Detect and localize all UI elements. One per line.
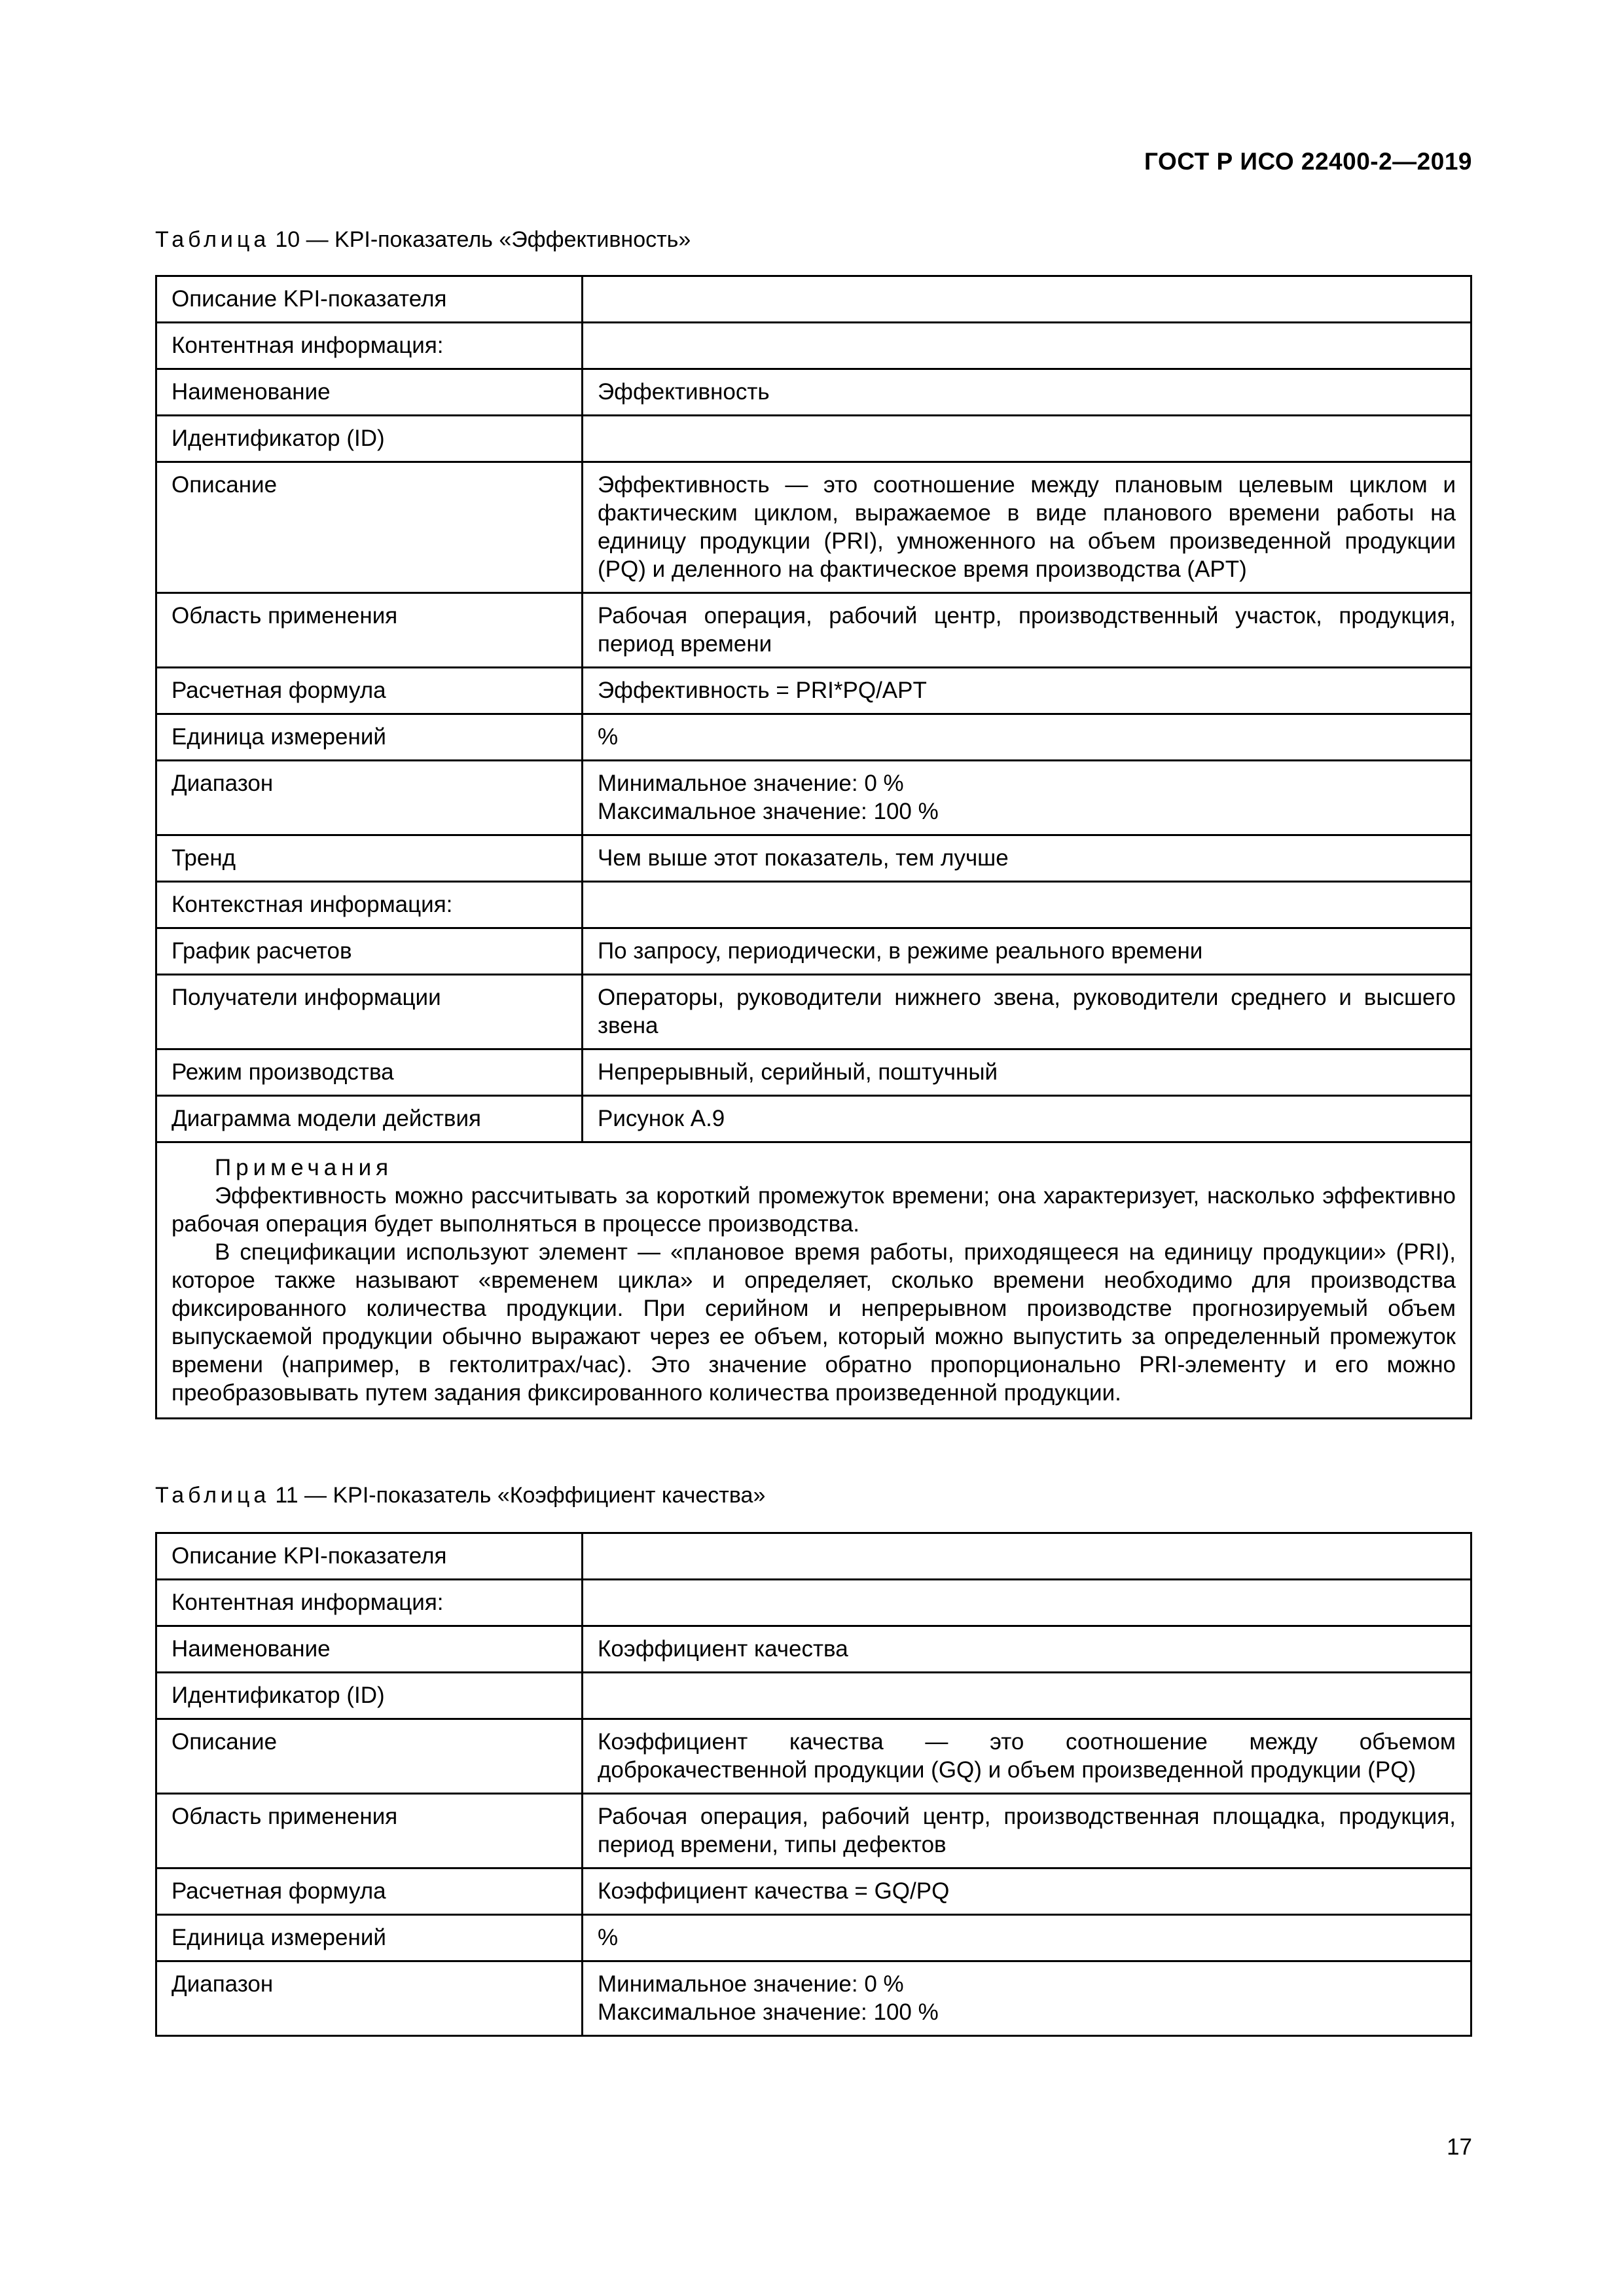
row-label: Контентная информация: bbox=[156, 1580, 583, 1626]
table-row bbox=[156, 1915, 1471, 1961]
row-value: Операторы, руководители нижнего звена, руководители среднего и высшего звена bbox=[583, 975, 1471, 1049]
row-value: Эффективность — это соотношение между плановым целевым циклом и фактическим циклом, выражаемое в виде планового времени работы на единицу продукции (PRI), умноженного на объем произведенной продукции (PQ) и деленного на фактическое время производства (APT) bbox=[583, 462, 1471, 593]
table-row bbox=[156, 1580, 1471, 1626]
row-label: Тренд bbox=[156, 835, 583, 882]
row-value: Эффективность = PRI*PQ/APT bbox=[583, 668, 1471, 714]
row-label: Расчетная формула bbox=[156, 668, 583, 714]
table-row bbox=[156, 1961, 1471, 2036]
table-10-caption-text: 10 — KPI-показатель «Эффективность» bbox=[275, 227, 691, 252]
table-row bbox=[156, 761, 1471, 835]
table-row bbox=[156, 1719, 1471, 1794]
row-label: Диапазон bbox=[156, 761, 583, 835]
row-label: Область применения bbox=[156, 1794, 583, 1868]
row-value bbox=[583, 1580, 1471, 1626]
row-label: Идентификатор (ID) bbox=[156, 416, 583, 462]
row-value: Рисунок А.9 bbox=[583, 1096, 1471, 1142]
row-label: Получатели информации bbox=[156, 975, 583, 1049]
row-label: Единица измерений bbox=[156, 714, 583, 761]
row-value: Коэффициент качества = GQ/PQ bbox=[583, 1868, 1471, 1915]
row-value bbox=[583, 1673, 1471, 1719]
row-label: Область применения bbox=[156, 593, 583, 668]
table-row bbox=[156, 416, 1471, 462]
row-label: Описание bbox=[156, 1719, 583, 1794]
row-value bbox=[583, 1533, 1471, 1580]
row-label: Контентная информация: bbox=[156, 323, 583, 369]
table-10-caption bbox=[155, 227, 691, 253]
row-label: Режим производства bbox=[156, 1049, 583, 1096]
range-min: Минимальное значение: 0 % bbox=[598, 1971, 904, 1997]
row-value bbox=[583, 882, 1471, 928]
notes-title: Примечания bbox=[215, 1155, 393, 1180]
table-11-caption bbox=[155, 1482, 765, 1508]
row-label: Наименование bbox=[156, 1626, 583, 1673]
table-row bbox=[156, 1626, 1471, 1673]
range-min: Минимальное значение: 0 % bbox=[598, 771, 904, 796]
table-row bbox=[156, 882, 1471, 928]
table-row bbox=[156, 462, 1471, 593]
row-label: Описание KPI-показателя bbox=[156, 1533, 583, 1580]
table-row bbox=[156, 1673, 1471, 1719]
row-value: Чем выше этот показатель, тем лучше bbox=[583, 835, 1471, 882]
row-label: Идентификатор (ID) bbox=[156, 1673, 583, 1719]
row-label: Описание KPI-показателя bbox=[156, 276, 583, 323]
page-number: 17 bbox=[1447, 2134, 1472, 2160]
notes-row bbox=[156, 1142, 1471, 1419]
table-11-caption-prefix: Таблица bbox=[155, 1483, 270, 1508]
document-code: ГОСТ Р ИСО 22400-2—2019 bbox=[1144, 148, 1472, 175]
range-max: Максимальное значение: 100 % bbox=[598, 1999, 939, 2025]
row-label: График расчетов bbox=[156, 928, 583, 975]
table-row bbox=[156, 276, 1471, 323]
row-value: Рабочая операция, рабочий центр, производственный участок, продукция, период времени bbox=[583, 593, 1471, 668]
table-row bbox=[156, 1096, 1471, 1142]
table-row bbox=[156, 369, 1471, 416]
table-row bbox=[156, 975, 1471, 1049]
row-value: % bbox=[583, 714, 1471, 761]
table-11 bbox=[155, 1532, 1472, 2037]
row-value: Коэффициент качества bbox=[583, 1626, 1471, 1673]
table-row bbox=[156, 1794, 1471, 1868]
row-value: По запросу, периодически, в режиме реального времени bbox=[583, 928, 1471, 975]
row-label: Единица измерений bbox=[156, 1915, 583, 1961]
row-label: Контекстная информация: bbox=[156, 882, 583, 928]
table-row bbox=[156, 835, 1471, 882]
table-row bbox=[156, 668, 1471, 714]
row-value: Рабочая операция, рабочий центр, производственная площадка, продукция, период времени, типы дефектов bbox=[583, 1794, 1471, 1868]
table-row bbox=[156, 593, 1471, 668]
row-label: Диапазон bbox=[156, 1961, 583, 2036]
table-row bbox=[156, 714, 1471, 761]
row-value bbox=[583, 276, 1471, 323]
row-label: Наименование bbox=[156, 369, 583, 416]
note-paragraph: В спецификации используют элемент — «плановое время работы, приходящееся на единицу продукции» (PRI), которое также называют «временем цикла» и определяет, сколько времени необходимо для производства фиксированного количества продукции. При серийном и непрерывном производстве прогнозируемый объем выпускаемой продукции обычно выражают через ее объем, который можно выпустить за определенный промежуток времени (например, в гектолитрах/час). Это значение обратно пропорционально PRI-элементу и его можно преобразовывать путем задания фиксированного количества произведенной продукции. bbox=[171, 1239, 1456, 1406]
row-value: Непрерывный, серийный, поштучный bbox=[583, 1049, 1471, 1096]
row-value bbox=[583, 323, 1471, 369]
note-paragraph: Эффективность можно рассчитывать за короткий промежуток времени; она характеризует, насколько эффективно рабочая операция будет выполняться в процессе производства. bbox=[171, 1183, 1456, 1237]
table-row bbox=[156, 928, 1471, 975]
row-value bbox=[583, 761, 1471, 835]
row-value bbox=[583, 1961, 1471, 2036]
row-value: Коэффициент качества — это соотношение между объемом доброкачественной продукции (GQ) и объем произведенной продукции (PQ) bbox=[583, 1719, 1471, 1794]
row-label: Расчетная формула bbox=[156, 1868, 583, 1915]
table-row bbox=[156, 1049, 1471, 1096]
row-value: % bbox=[583, 1915, 1471, 1961]
table-11-caption-text: 11 — KPI-показатель «Коэффициент качества» bbox=[275, 1483, 766, 1508]
table-row bbox=[156, 1868, 1471, 1915]
row-value bbox=[583, 416, 1471, 462]
table-10-caption-prefix: Таблица bbox=[155, 227, 270, 252]
notes-cell bbox=[156, 1142, 1471, 1419]
table-row bbox=[156, 1533, 1471, 1580]
row-label: Описание bbox=[156, 462, 583, 593]
range-max: Максимальное значение: 100 % bbox=[598, 799, 939, 824]
table-row bbox=[156, 323, 1471, 369]
row-value: Эффективность bbox=[583, 369, 1471, 416]
table-10 bbox=[155, 275, 1472, 1419]
row-label: Диаграмма модели действия bbox=[156, 1096, 583, 1142]
